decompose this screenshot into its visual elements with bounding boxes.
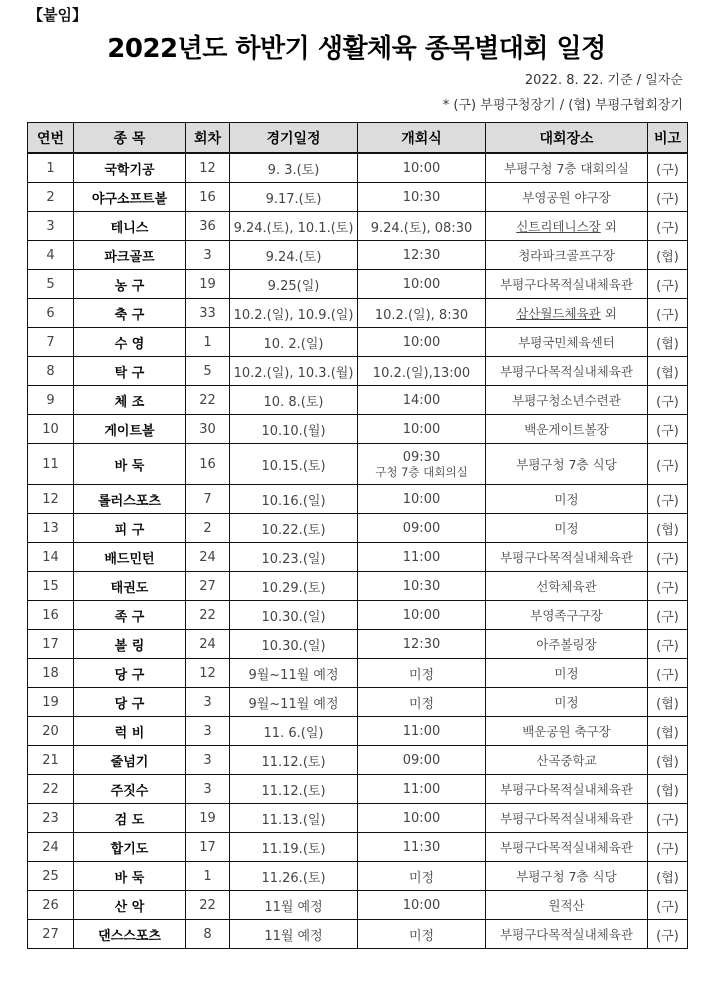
cell-no: 15 (28, 572, 74, 601)
cell-no: 16 (28, 601, 74, 630)
cell-round: 30 (186, 415, 230, 444)
cell-sport: 럭 비 (74, 717, 186, 746)
cell-opening: 11:30 (358, 833, 486, 862)
cell-opening: 10:00 (358, 601, 486, 630)
cell-round: 3 (186, 746, 230, 775)
cell-sport: 바 둑 (74, 444, 186, 485)
cell-opening: 10:00 (358, 891, 486, 920)
cell-note: (구) (648, 659, 688, 688)
cell-sport: 주짓수 (74, 775, 186, 804)
page-title: 2022년도 하반기 생활체육 종목별대회 일정 (107, 34, 606, 64)
table-row (28, 920, 688, 949)
cell-venue: 부평구청 7층 식당 (486, 862, 648, 891)
cell-opening: 미정 (358, 920, 486, 949)
cell-no: 25 (28, 862, 74, 891)
cell-no: 26 (28, 891, 74, 920)
cell-opening: 11:00 (358, 543, 486, 572)
cell-date: 11. 6.(일) (230, 717, 358, 746)
cell-round: 3 (186, 717, 230, 746)
cell-note: (구) (648, 153, 688, 183)
table-row (28, 862, 688, 891)
cell-note: (구) (648, 572, 688, 601)
cell-no: 9 (28, 386, 74, 415)
cell-sport: 게이트볼 (74, 415, 186, 444)
cell-no: 21 (28, 746, 74, 775)
cell-note: (구) (648, 183, 688, 212)
cell-no: 18 (28, 659, 74, 688)
cell-round: 1 (186, 328, 230, 357)
cell-sport: 체 조 (74, 386, 186, 415)
cell-sport: 농 구 (74, 270, 186, 299)
cell-round: 22 (186, 891, 230, 920)
cell-note: (구) (648, 299, 688, 328)
cell-note: (구) (648, 485, 688, 514)
cell-opening: 10:00 (358, 328, 486, 357)
venue-extra: 외 (600, 306, 617, 321)
opening-time: 09:30 (402, 449, 441, 465)
cell-note: (협) (648, 746, 688, 775)
cell-sport: 검 도 (74, 804, 186, 833)
cell-sport: 축 구 (74, 299, 186, 328)
cell-sport: 댄스스포츠 (74, 920, 186, 949)
cell-round: 27 (186, 572, 230, 601)
cell-venue: 선학체육관 (486, 572, 648, 601)
cell-venue: 부평구청소년수련관 (486, 386, 648, 415)
cell-venue: 미정 (486, 485, 648, 514)
table-row (28, 386, 688, 415)
table-row (28, 717, 688, 746)
cell-note: (구) (648, 601, 688, 630)
header-date: 경기일정 (230, 123, 358, 154)
cell-opening (358, 444, 486, 485)
cell-sport: 수 영 (74, 328, 186, 357)
cell-opening: 10:00 (358, 485, 486, 514)
cell-opening: 미정 (358, 862, 486, 891)
cell-opening: 10:00 (358, 153, 486, 183)
cell-note: (구) (648, 543, 688, 572)
cell-note: (구) (648, 630, 688, 659)
cell-round: 12 (186, 659, 230, 688)
cell-note: (구) (648, 212, 688, 241)
table-row (28, 688, 688, 717)
cell-opening: 12:30 (358, 630, 486, 659)
cell-no: 6 (28, 299, 74, 328)
cell-sport: 야구소프트볼 (74, 183, 186, 212)
cell-no: 23 (28, 804, 74, 833)
cell-round: 16 (186, 444, 230, 485)
cell-round: 3 (186, 775, 230, 804)
cell-sport: 당 구 (74, 659, 186, 688)
table-row (28, 833, 688, 862)
cell-no: 13 (28, 514, 74, 543)
cell-note: (구) (648, 804, 688, 833)
cell-sport: 볼 링 (74, 630, 186, 659)
venue-extra: 외 (600, 219, 617, 234)
cell-opening: 10.2.(일), 8:30 (358, 299, 486, 328)
cell-date: 10.2.(일), 10.9.(일) (230, 299, 358, 328)
cell-date: 9월~11월 예정 (230, 688, 358, 717)
table-row (28, 415, 688, 444)
cell-opening: 10:00 (358, 804, 486, 833)
cell-sport: 족 구 (74, 601, 186, 630)
cell-note: (구) (648, 891, 688, 920)
table-row (28, 444, 688, 485)
cell-date: 10.10.(월) (230, 415, 358, 444)
cell-opening: 12:30 (358, 241, 486, 270)
cell-no: 11 (28, 444, 74, 485)
cell-venue: 부영족구구장 (486, 601, 648, 630)
cell-round: 3 (186, 688, 230, 717)
cell-note: (협) (648, 717, 688, 746)
cell-date: 10.2.(일), 10.3.(월) (230, 357, 358, 386)
cell-venue: 미정 (486, 514, 648, 543)
cell-opening: 미정 (358, 659, 486, 688)
cell-date: 11월 예정 (230, 891, 358, 920)
cell-sport: 피 구 (74, 514, 186, 543)
cell-opening: 10.2.(일),13:00 (358, 357, 486, 386)
table-row (28, 746, 688, 775)
cell-no: 12 (28, 485, 74, 514)
cell-venue: 부평구다목적실내체육관 (486, 775, 648, 804)
cell-round: 16 (186, 183, 230, 212)
cell-no: 3 (28, 212, 74, 241)
cell-sport: 테니스 (74, 212, 186, 241)
venue-name: 신트리테니스장 (516, 219, 601, 234)
cell-venue: 부평구청 7층 대회의실 (486, 153, 648, 183)
cell-round: 24 (186, 630, 230, 659)
cell-round: 5 (186, 357, 230, 386)
table-row (28, 572, 688, 601)
cell-venue (486, 212, 648, 241)
header-note: 비고 (648, 123, 688, 154)
cell-note: (협) (648, 775, 688, 804)
table-header-row (28, 123, 688, 154)
header-opening: 개회식 (358, 123, 486, 154)
cell-date: 11.19.(토) (230, 833, 358, 862)
table-row (28, 299, 688, 328)
header-no: 연번 (28, 123, 74, 154)
cell-no: 20 (28, 717, 74, 746)
cell-round: 12 (186, 153, 230, 183)
cell-round: 19 (186, 270, 230, 299)
cell-sport: 줄넘기 (74, 746, 186, 775)
cell-date: 9.24.(토), 10.1.(토) (230, 212, 358, 241)
cell-round: 17 (186, 833, 230, 862)
cell-opening: 10:00 (358, 415, 486, 444)
table-row (28, 328, 688, 357)
cell-opening: 11:00 (358, 717, 486, 746)
header-venue: 대회장소 (486, 123, 648, 154)
cell-opening: 10:30 (358, 572, 486, 601)
attachment-label: 【붙임】 (28, 6, 87, 24)
cell-date: 9. 3.(토) (230, 153, 358, 183)
cell-note: (협) (648, 241, 688, 270)
cell-venue: 백운게이트볼장 (486, 415, 648, 444)
cell-date: 9.24.(토) (230, 241, 358, 270)
cell-round: 1 (186, 862, 230, 891)
table-row (28, 270, 688, 299)
basis-note: 2022. 8. 22. 기준 / 일자순 (524, 73, 683, 88)
cell-round: 3 (186, 241, 230, 270)
cell-date: 11.12.(토) (230, 775, 358, 804)
cell-venue: 부평구다목적실내체육관 (486, 357, 648, 386)
cell-no: 10 (28, 415, 74, 444)
cell-date: 10.23.(일) (230, 543, 358, 572)
cell-date: 11.12.(토) (230, 746, 358, 775)
cell-venue: 부평구다목적실내체육관 (486, 543, 648, 572)
cell-no: 19 (28, 688, 74, 717)
cell-round: 22 (186, 601, 230, 630)
cell-round: 36 (186, 212, 230, 241)
cell-sport: 국학기공 (74, 153, 186, 183)
header-round: 회차 (186, 123, 230, 154)
cell-date: 10.16.(일) (230, 485, 358, 514)
table-row (28, 775, 688, 804)
cell-no: 17 (28, 630, 74, 659)
cell-opening: 09:00 (358, 514, 486, 543)
cell-venue: 부평구다목적실내체육관 (486, 270, 648, 299)
cell-venue: 미정 (486, 659, 648, 688)
cell-venue: 부평구다목적실내체육관 (486, 920, 648, 949)
cell-no: 5 (28, 270, 74, 299)
venue-name: 삼산월드체육관 (516, 306, 601, 321)
cell-date: 9월~11월 예정 (230, 659, 358, 688)
cell-round: 2 (186, 514, 230, 543)
cell-note: (구) (648, 415, 688, 444)
cell-no: 4 (28, 241, 74, 270)
header-sport: 종 목 (74, 123, 186, 154)
cell-venue: 부영공원 야구장 (486, 183, 648, 212)
cell-date: 10.22.(토) (230, 514, 358, 543)
cell-sport: 탁 구 (74, 357, 186, 386)
cell-note: (구) (648, 270, 688, 299)
cell-opening: 11:00 (358, 775, 486, 804)
table-row (28, 630, 688, 659)
legend-note: * (구) 부평구청장기 / (협) 부평구협회장기 (442, 98, 683, 113)
cell-round: 33 (186, 299, 230, 328)
cell-note: (협) (648, 862, 688, 891)
table-row (28, 183, 688, 212)
table-row (28, 153, 688, 183)
cell-sport: 배드민턴 (74, 543, 186, 572)
cell-venue: 부평구다목적실내체육관 (486, 833, 648, 862)
cell-no: 27 (28, 920, 74, 949)
cell-note: (협) (648, 328, 688, 357)
cell-note: (협) (648, 688, 688, 717)
cell-sport: 롤러스포츠 (74, 485, 186, 514)
cell-venue: 아주볼링장 (486, 630, 648, 659)
cell-opening: 09:00 (358, 746, 486, 775)
table-row (28, 357, 688, 386)
cell-round: 7 (186, 485, 230, 514)
cell-venue: 미정 (486, 688, 648, 717)
cell-venue: 부평구청 7층 식당 (486, 444, 648, 485)
cell-date: 10.29.(토) (230, 572, 358, 601)
cell-opening: 미정 (358, 688, 486, 717)
cell-no: 8 (28, 357, 74, 386)
cell-opening: 14:00 (358, 386, 486, 415)
cell-sport: 태권도 (74, 572, 186, 601)
cell-no: 1 (28, 153, 74, 183)
cell-venue: 부평구다목적실내체육관 (486, 804, 648, 833)
cell-venue: 청라파크골프구장 (486, 241, 648, 270)
cell-note: (구) (648, 444, 688, 485)
cell-round: 24 (186, 543, 230, 572)
cell-date: 10.30.(일) (230, 601, 358, 630)
cell-venue (486, 299, 648, 328)
cell-venue: 백운공원 축구장 (486, 717, 648, 746)
cell-opening: 9.24.(토), 08:30 (358, 212, 486, 241)
cell-venue: 산곡중학교 (486, 746, 648, 775)
cell-date: 9.25(일) (230, 270, 358, 299)
cell-opening: 10:30 (358, 183, 486, 212)
cell-note: (구) (648, 386, 688, 415)
cell-no: 7 (28, 328, 74, 357)
cell-venue: 원적산 (486, 891, 648, 920)
cell-sport: 바 둑 (74, 862, 186, 891)
cell-round: 22 (186, 386, 230, 415)
cell-no: 24 (28, 833, 74, 862)
cell-date: 10. 8.(토) (230, 386, 358, 415)
cell-sport: 당 구 (74, 688, 186, 717)
table-row (28, 485, 688, 514)
cell-round: 8 (186, 920, 230, 949)
cell-sport: 합기도 (74, 833, 186, 862)
cell-date: 11월 예정 (230, 920, 358, 949)
cell-date: 10.15.(토) (230, 444, 358, 485)
cell-opening: 10:00 (358, 270, 486, 299)
table-row (28, 241, 688, 270)
cell-date: 9.17.(토) (230, 183, 358, 212)
cell-date: 10. 2.(일) (230, 328, 358, 357)
opening-location: 구청 7층 대회의실 (375, 464, 468, 479)
cell-sport: 산 악 (74, 891, 186, 920)
cell-no: 14 (28, 543, 74, 572)
schedule-table (27, 122, 688, 949)
cell-round: 19 (186, 804, 230, 833)
cell-date: 10.30.(일) (230, 630, 358, 659)
cell-note: (협) (648, 514, 688, 543)
table-row (28, 514, 688, 543)
table-row (28, 212, 688, 241)
cell-note: (구) (648, 833, 688, 862)
table-row (28, 543, 688, 572)
cell-no: 2 (28, 183, 74, 212)
cell-note: (협) (648, 357, 688, 386)
cell-no: 22 (28, 775, 74, 804)
cell-sport: 파크골프 (74, 241, 186, 270)
table-row (28, 891, 688, 920)
cell-date: 11.26.(토) (230, 862, 358, 891)
cell-date: 11.13.(일) (230, 804, 358, 833)
cell-venue: 부평국민체육센터 (486, 328, 648, 357)
table-row (28, 601, 688, 630)
cell-note: (구) (648, 920, 688, 949)
table-row (28, 804, 688, 833)
table-row (28, 659, 688, 688)
